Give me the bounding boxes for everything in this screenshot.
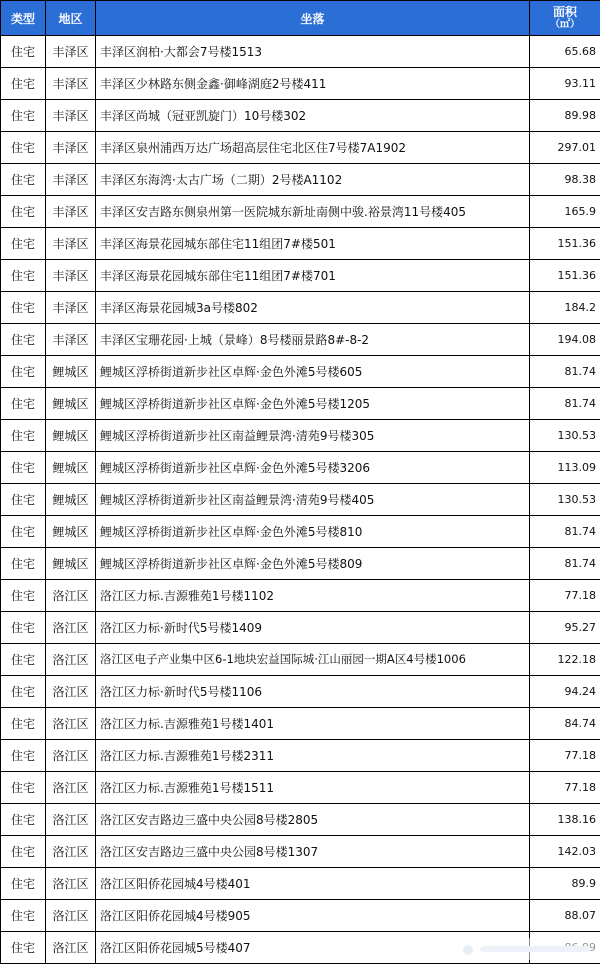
table-row — [1, 260, 600, 292]
cell-size: 297.01 — [530, 132, 600, 164]
cell-district: 洛江区 — [46, 772, 96, 804]
cell-type: 住宅 — [1, 836, 46, 868]
cell-size: 184.2 — [530, 292, 600, 324]
cell-address: 鲤城区浮桥街道新步社区卓辉·金色外滩5号楼1205 — [96, 388, 530, 420]
table-row — [1, 548, 600, 580]
cell-district: 洛江区 — [46, 740, 96, 772]
cell-district: 丰泽区 — [46, 68, 96, 100]
cell-type: 住宅 — [1, 740, 46, 772]
cell-type: 住宅 — [1, 68, 46, 100]
cell-address: 洛江区力标.吉源雅苑1号楼2311 — [96, 740, 530, 772]
table-row — [1, 292, 600, 324]
cell-type: 住宅 — [1, 260, 46, 292]
watermark-logo — [450, 930, 600, 960]
cell-address: 洛江区阳侨花园城4号楼401 — [96, 868, 530, 900]
table-row — [1, 484, 600, 516]
cell-type: 住宅 — [1, 100, 46, 132]
cell-size: 89.98 — [530, 100, 600, 132]
cell-size: 138.16 — [530, 804, 600, 836]
cell-type: 住宅 — [1, 196, 46, 228]
cell-address: 鲤城区浮桥街道新步社区卓辉·金色外滩5号楼3206 — [96, 452, 530, 484]
cell-district: 洛江区 — [46, 644, 96, 676]
cell-type: 住宅 — [1, 516, 46, 548]
cell-type: 住宅 — [1, 804, 46, 836]
cell-address: 洛江区安吉路边三盛中央公园8号楼1307 — [96, 836, 530, 868]
cell-type: 住宅 — [1, 868, 46, 900]
cell-address: 丰泽区海景花园城东部住宅11组团7#楼501 — [96, 228, 530, 260]
table-row — [1, 772, 600, 804]
cell-district: 洛江区 — [46, 580, 96, 612]
cell-type: 住宅 — [1, 356, 46, 388]
cell-address: 鲤城区浮桥街道新步社区南益鲤景湾·清苑9号楼305 — [96, 420, 530, 452]
cell-type: 住宅 — [1, 580, 46, 612]
cell-size: 194.08 — [530, 324, 600, 356]
cell-address: 洛江区阳侨花园城4号楼905 — [96, 900, 530, 932]
table-row — [1, 516, 600, 548]
header-type: 类型 — [1, 1, 46, 36]
cell-address: 丰泽区宝珊花园·上城（景峰）8号楼丽景路8#-8-2 — [96, 324, 530, 356]
table-row — [1, 228, 600, 260]
cell-district: 鲤城区 — [46, 356, 96, 388]
table-row — [1, 36, 600, 68]
cell-district: 洛江区 — [46, 804, 96, 836]
cell-address: 鲤城区浮桥街道新步社区卓辉·金色外滩5号楼605 — [96, 356, 530, 388]
table-row — [1, 612, 600, 644]
cell-size: 93.11 — [530, 68, 600, 100]
cell-address: 丰泽区海景花园城东部住宅11组团7#楼701 — [96, 260, 530, 292]
cell-address: 丰泽区海景花园城3a号楼802 — [96, 292, 530, 324]
cell-address: 洛江区阳侨花园城5号楼407 — [96, 932, 530, 964]
cell-address: 洛江区力标.吉源雅苑1号楼1511 — [96, 772, 530, 804]
cell-district: 丰泽区 — [46, 324, 96, 356]
cell-type: 住宅 — [1, 420, 46, 452]
cell-address: 洛江区力标.吉源雅苑1号楼1102 — [96, 580, 530, 612]
table-row — [1, 644, 600, 676]
table-row — [1, 324, 600, 356]
cell-address: 丰泽区尚城（冠亚凯旋门）10号楼302 — [96, 100, 530, 132]
cell-type: 住宅 — [1, 932, 46, 964]
cell-type: 住宅 — [1, 132, 46, 164]
cell-size: 89.9 — [530, 868, 600, 900]
cell-size: 142.03 — [530, 836, 600, 868]
header-size — [530, 1, 600, 36]
cell-type: 住宅 — [1, 292, 46, 324]
table-row — [1, 164, 600, 196]
cell-district: 鲤城区 — [46, 516, 96, 548]
cell-type: 住宅 — [1, 772, 46, 804]
cell-district: 洛江区 — [46, 676, 96, 708]
cell-district: 洛江区 — [46, 612, 96, 644]
cell-size: 77.18 — [530, 580, 600, 612]
cell-address: 洛江区安吉路边三盛中央公园8号楼2805 — [96, 804, 530, 836]
cell-district: 丰泽区 — [46, 132, 96, 164]
cell-district: 丰泽区 — [46, 260, 96, 292]
cell-type: 住宅 — [1, 452, 46, 484]
cell-size: 77.18 — [530, 740, 600, 772]
cell-address: 丰泽区润柏·大都会7号楼1513 — [96, 36, 530, 68]
cell-type: 住宅 — [1, 164, 46, 196]
table-row — [1, 68, 600, 100]
cell-district: 洛江区 — [46, 708, 96, 740]
table-row — [1, 420, 600, 452]
cell-district: 鲤城区 — [46, 548, 96, 580]
cell-address: 丰泽区东海湾·太古广场（二期）2号楼A1102 — [96, 164, 530, 196]
header-address: 坐落 — [96, 1, 530, 36]
table-row — [1, 388, 600, 420]
cell-type: 住宅 — [1, 548, 46, 580]
table-row — [1, 356, 600, 388]
table-row — [1, 708, 600, 740]
cell-size: 95.27 — [530, 612, 600, 644]
table-body — [1, 36, 600, 964]
cell-address: 鲤城区浮桥街道新步社区南益鲤景湾·清苑9号楼405 — [96, 484, 530, 516]
cell-district: 丰泽区 — [46, 36, 96, 68]
cell-size: 81.74 — [530, 388, 600, 420]
cell-size: 151.36 — [530, 260, 600, 292]
table-row — [1, 804, 600, 836]
cell-address: 丰泽区泉州浦西万达广场超高层住宅北区住7号楼7A1902 — [96, 132, 530, 164]
header-size-label: 面积 — [534, 5, 596, 19]
cell-address: 洛江区力标·新时代5号楼1409 — [96, 612, 530, 644]
table-row — [1, 868, 600, 900]
cell-district: 丰泽区 — [46, 196, 96, 228]
cell-size: 113.09 — [530, 452, 600, 484]
table-header — [1, 1, 600, 36]
cell-district: 洛江区 — [46, 868, 96, 900]
cell-type: 住宅 — [1, 900, 46, 932]
cell-type: 住宅 — [1, 484, 46, 516]
cell-district: 鲤城区 — [46, 420, 96, 452]
cell-size: 84.74 — [530, 708, 600, 740]
cell-size: 81.74 — [530, 548, 600, 580]
cell-size: 77.18 — [530, 772, 600, 804]
cell-district: 丰泽区 — [46, 292, 96, 324]
cell-address: 丰泽区少林路东侧金鑫·御峰湖庭2号楼411 — [96, 68, 530, 100]
header-row — [1, 1, 600, 36]
cell-address: 洛江区力标.吉源雅苑1号楼1401 — [96, 708, 530, 740]
cell-size: 94.24 — [530, 676, 600, 708]
cell-type: 住宅 — [1, 676, 46, 708]
cell-size: 81.74 — [530, 516, 600, 548]
table-row — [1, 452, 600, 484]
table-row — [1, 100, 600, 132]
cell-size: 98.38 — [530, 164, 600, 196]
cell-district: 洛江区 — [46, 932, 96, 964]
cell-address: 鲤城区浮桥街道新步社区卓辉·金色外滩5号楼810 — [96, 516, 530, 548]
table-row — [1, 196, 600, 228]
table-row — [1, 900, 600, 932]
cell-address: 洛江区电子产业集中区6-1地块宏益国际城·江山丽园一期A区4号楼1006 — [96, 644, 530, 676]
cell-type: 住宅 — [1, 388, 46, 420]
cell-size: 151.36 — [530, 228, 600, 260]
table-row — [1, 580, 600, 612]
header-size-unit: （㎡） — [534, 19, 596, 31]
cell-type: 住宅 — [1, 36, 46, 68]
cell-district: 洛江区 — [46, 836, 96, 868]
table-row — [1, 836, 600, 868]
cell-district: 鲤城区 — [46, 388, 96, 420]
cell-district: 丰泽区 — [46, 164, 96, 196]
cell-size: 165.9 — [530, 196, 600, 228]
cell-type: 住宅 — [1, 228, 46, 260]
cell-district: 丰泽区 — [46, 228, 96, 260]
cell-type: 住宅 — [1, 612, 46, 644]
cell-size: 88.07 — [530, 900, 600, 932]
table-row — [1, 132, 600, 164]
cell-type: 住宅 — [1, 708, 46, 740]
cell-address: 丰泽区安吉路东侧泉州第一医院城东新址南侧中骏.裕景湾11号楼405 — [96, 196, 530, 228]
cell-district: 丰泽区 — [46, 100, 96, 132]
cell-type: 住宅 — [1, 644, 46, 676]
cell-size: 81.74 — [530, 356, 600, 388]
cell-district: 鲤城区 — [46, 484, 96, 516]
cell-district: 洛江区 — [46, 900, 96, 932]
cell-size: 130.53 — [530, 484, 600, 516]
cell-type: 住宅 — [1, 324, 46, 356]
cell-address: 鲤城区浮桥街道新步社区卓辉·金色外滩5号楼809 — [96, 548, 530, 580]
table-row — [1, 740, 600, 772]
cell-size: 122.18 — [530, 644, 600, 676]
cell-size: 65.68 — [530, 36, 600, 68]
cell-address: 洛江区力标·新时代5号楼1106 — [96, 676, 530, 708]
header-area: 地区 — [46, 1, 96, 36]
table-row — [1, 676, 600, 708]
cell-size: 130.53 — [530, 420, 600, 452]
cell-district: 鲤城区 — [46, 452, 96, 484]
